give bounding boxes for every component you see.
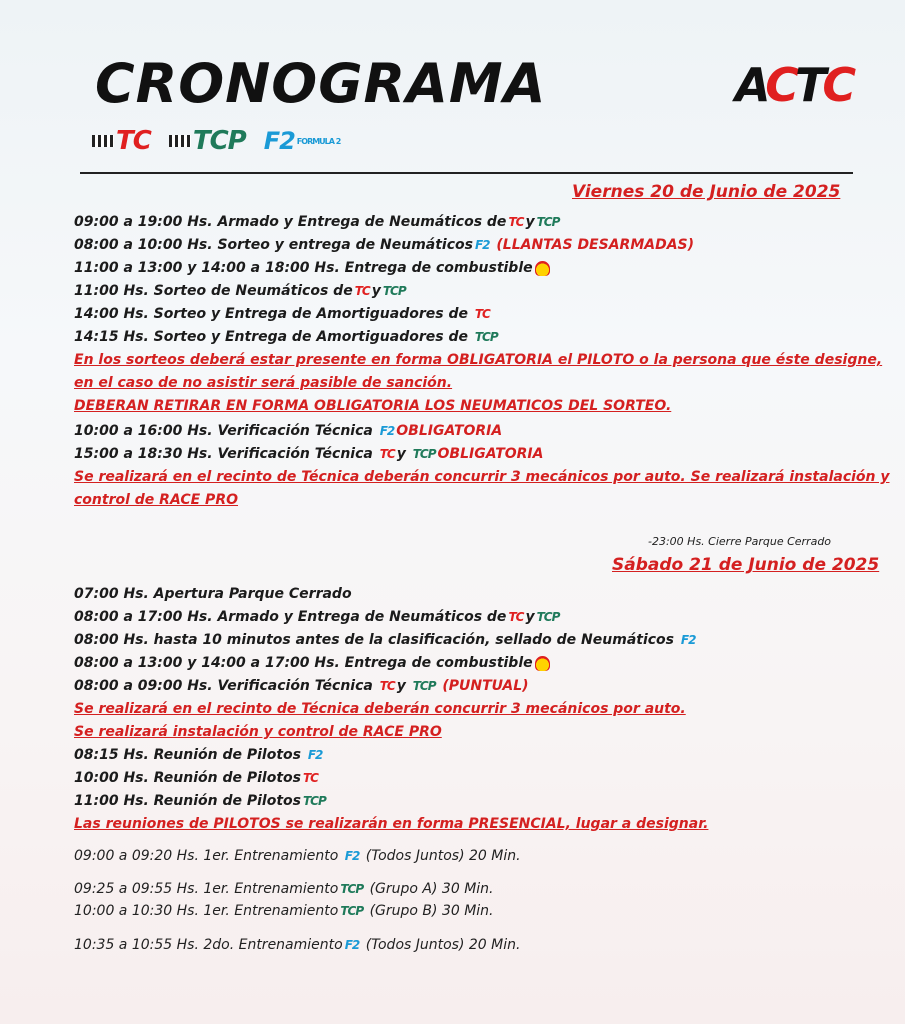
page-title: CRONOGRAMA <box>95 52 547 115</box>
tcp-icon: TCP <box>536 215 560 229</box>
tc-logo: TC <box>92 126 151 156</box>
header-divider <box>80 172 853 174</box>
tc-icon: TC <box>508 610 524 624</box>
tcp-icon: TCP <box>474 330 498 344</box>
tc-icon: TC <box>354 284 370 298</box>
tcp-icon: TCP <box>382 284 406 298</box>
saturday-line-3: 08:00 Hs. hasta 10 minutos antes de la clasificación, sellado de Neumáticos F2 <box>74 632 696 648</box>
friday-line-4: 11:00 Hs. Sorteo de Neumáticos de TC y TCP <box>74 283 406 299</box>
saturday-line-4: 08:00 a 13:00 y 14:00 a 17:00 Hs. Entrega de combustible <box>74 654 550 672</box>
closing-note: -23:00 Hs. Cierre Parque Cerrado <box>648 535 832 548</box>
saturday-warning-3: Las reuniones de PILOTOS se realizarán en forma PRESENCIAL, lugar a designar. <box>74 816 709 832</box>
friday-line-5: 14:00 Hs. Sorteo y Entrega de Amortiguadores de TC <box>74 306 490 322</box>
friday-line-2: 08:00 a 10:00 Hs. Sorteo y entrega de Neumáticos F2 (LLANTAS DESARMADAS) <box>74 237 695 253</box>
training-4: 10:35 a 10:55 Hs. 2do. Entrenamiento F2 (Todos Juntos) 20 Min. <box>74 937 521 953</box>
tcp-icon: TCP <box>536 610 560 624</box>
tcp-icon: TCP <box>302 794 326 808</box>
tcp-logo: TCP <box>169 126 246 156</box>
friday-line-1: 09:00 a 19:00 Hs. Armado y Entrega de Neumáticos de TC y TCP <box>74 214 560 230</box>
f2-icon: F2 <box>344 938 360 952</box>
f2-icon: F2 <box>474 238 490 252</box>
friday-line-6: 14:15 Hs. Sorteo y Entrega de Amortiguadores de TCP <box>74 329 498 345</box>
tcp-icon: TCP <box>340 904 364 918</box>
tc-icon: TC <box>379 447 395 461</box>
friday-line-3: 11:00 a 13:00 y 14:00 a 18:00 Hs. Entrega de combustible <box>74 259 550 277</box>
training-1: 09:00 a 09:20 Hs. 1er. Entrenamiento F2 (Todos Juntos) 20 Min. <box>74 848 521 864</box>
tc-icon: TC <box>302 771 318 785</box>
friday-warning-3: DEBERAN RETIRAR EN FORMA OBLIGATORIA LOS NEUMATICOS DEL SORTEO. <box>74 398 672 414</box>
saturday-warning-2: Se realizará instalación y control de RACE PRO <box>74 724 442 740</box>
saturday-line-6: 08:15 Hs. Reunión de Pilotos F2 <box>74 747 323 763</box>
shell-icon <box>535 656 550 671</box>
actc-logo: ACTC <box>735 58 853 112</box>
tcp-icon: TCP <box>412 447 436 461</box>
friday-line-8: 15:00 a 18:30 Hs. Verificación Técnica TC y TCP OBLIGATORIA <box>74 446 544 462</box>
saturday-line-7: 10:00 Hs. Reunión de Pilotos TC <box>74 770 318 786</box>
saturday-line-8: 11:00 Hs. Reunión de Pilotos TCP <box>74 793 326 809</box>
tc-icon: TC <box>379 679 395 693</box>
saturday-warning-1: Se realizará en el recinto de Técnica deberán concurrir 3 mecánicos por auto. <box>74 701 686 717</box>
f2-icon: F2 <box>379 424 395 438</box>
f2-logo: F2 FORMULA 2 <box>263 127 341 155</box>
category-logos <box>92 126 340 156</box>
f2-icon: F2 <box>344 849 360 863</box>
friday-warning-2: en el caso de no asistir será pasible de sanción. <box>74 375 453 391</box>
saturday-line-2: 08:00 a 17:00 Hs. Armado y Entrega de Neumáticos de TC y TCP <box>74 609 560 625</box>
tcp-icon: TCP <box>412 679 436 693</box>
f2-icon: F2 <box>680 633 696 647</box>
f2-icon: F2 <box>307 748 323 762</box>
training-3: 10:00 a 10:30 Hs. 1er. Entrenamiento TCP (Grupo B) 30 Min. <box>74 903 494 919</box>
friday-line-7: 10:00 a 16:00 Hs. Verificación Técnica F2 OBLIGATORIA <box>74 423 503 439</box>
tcp-icon: TCP <box>340 882 364 896</box>
friday-warning-4: Se realizará en el recinto de Técnica deberán concurrir 3 mecánicos por auto. Se realizará instalación y <box>74 469 890 485</box>
saturday-line-5: 08:00 a 09:00 Hs. Verificación Técnica TC y TCP (PUNTUAL) <box>74 678 529 694</box>
training-2: 09:25 a 09:55 Hs. 1er. Entrenamiento TCP (Grupo A) 30 Min. <box>74 881 494 897</box>
shell-icon <box>535 261 550 276</box>
saturday-line-1: 07:00 Hs. Apertura Parque Cerrado <box>74 586 352 602</box>
saturday-heading: Sábado 21 de Junio de 2025 <box>612 555 880 575</box>
friday-warning-1: En los sorteos deberá estar presente en forma OBLIGATORIA el PILOTO o la persona que éste designe, <box>74 352 883 368</box>
friday-heading: Viernes 20 de Junio de 2025 <box>572 182 841 202</box>
tc-icon: TC <box>508 215 524 229</box>
tc-icon: TC <box>474 307 490 321</box>
friday-warning-5: control de RACE PRO <box>74 492 239 508</box>
